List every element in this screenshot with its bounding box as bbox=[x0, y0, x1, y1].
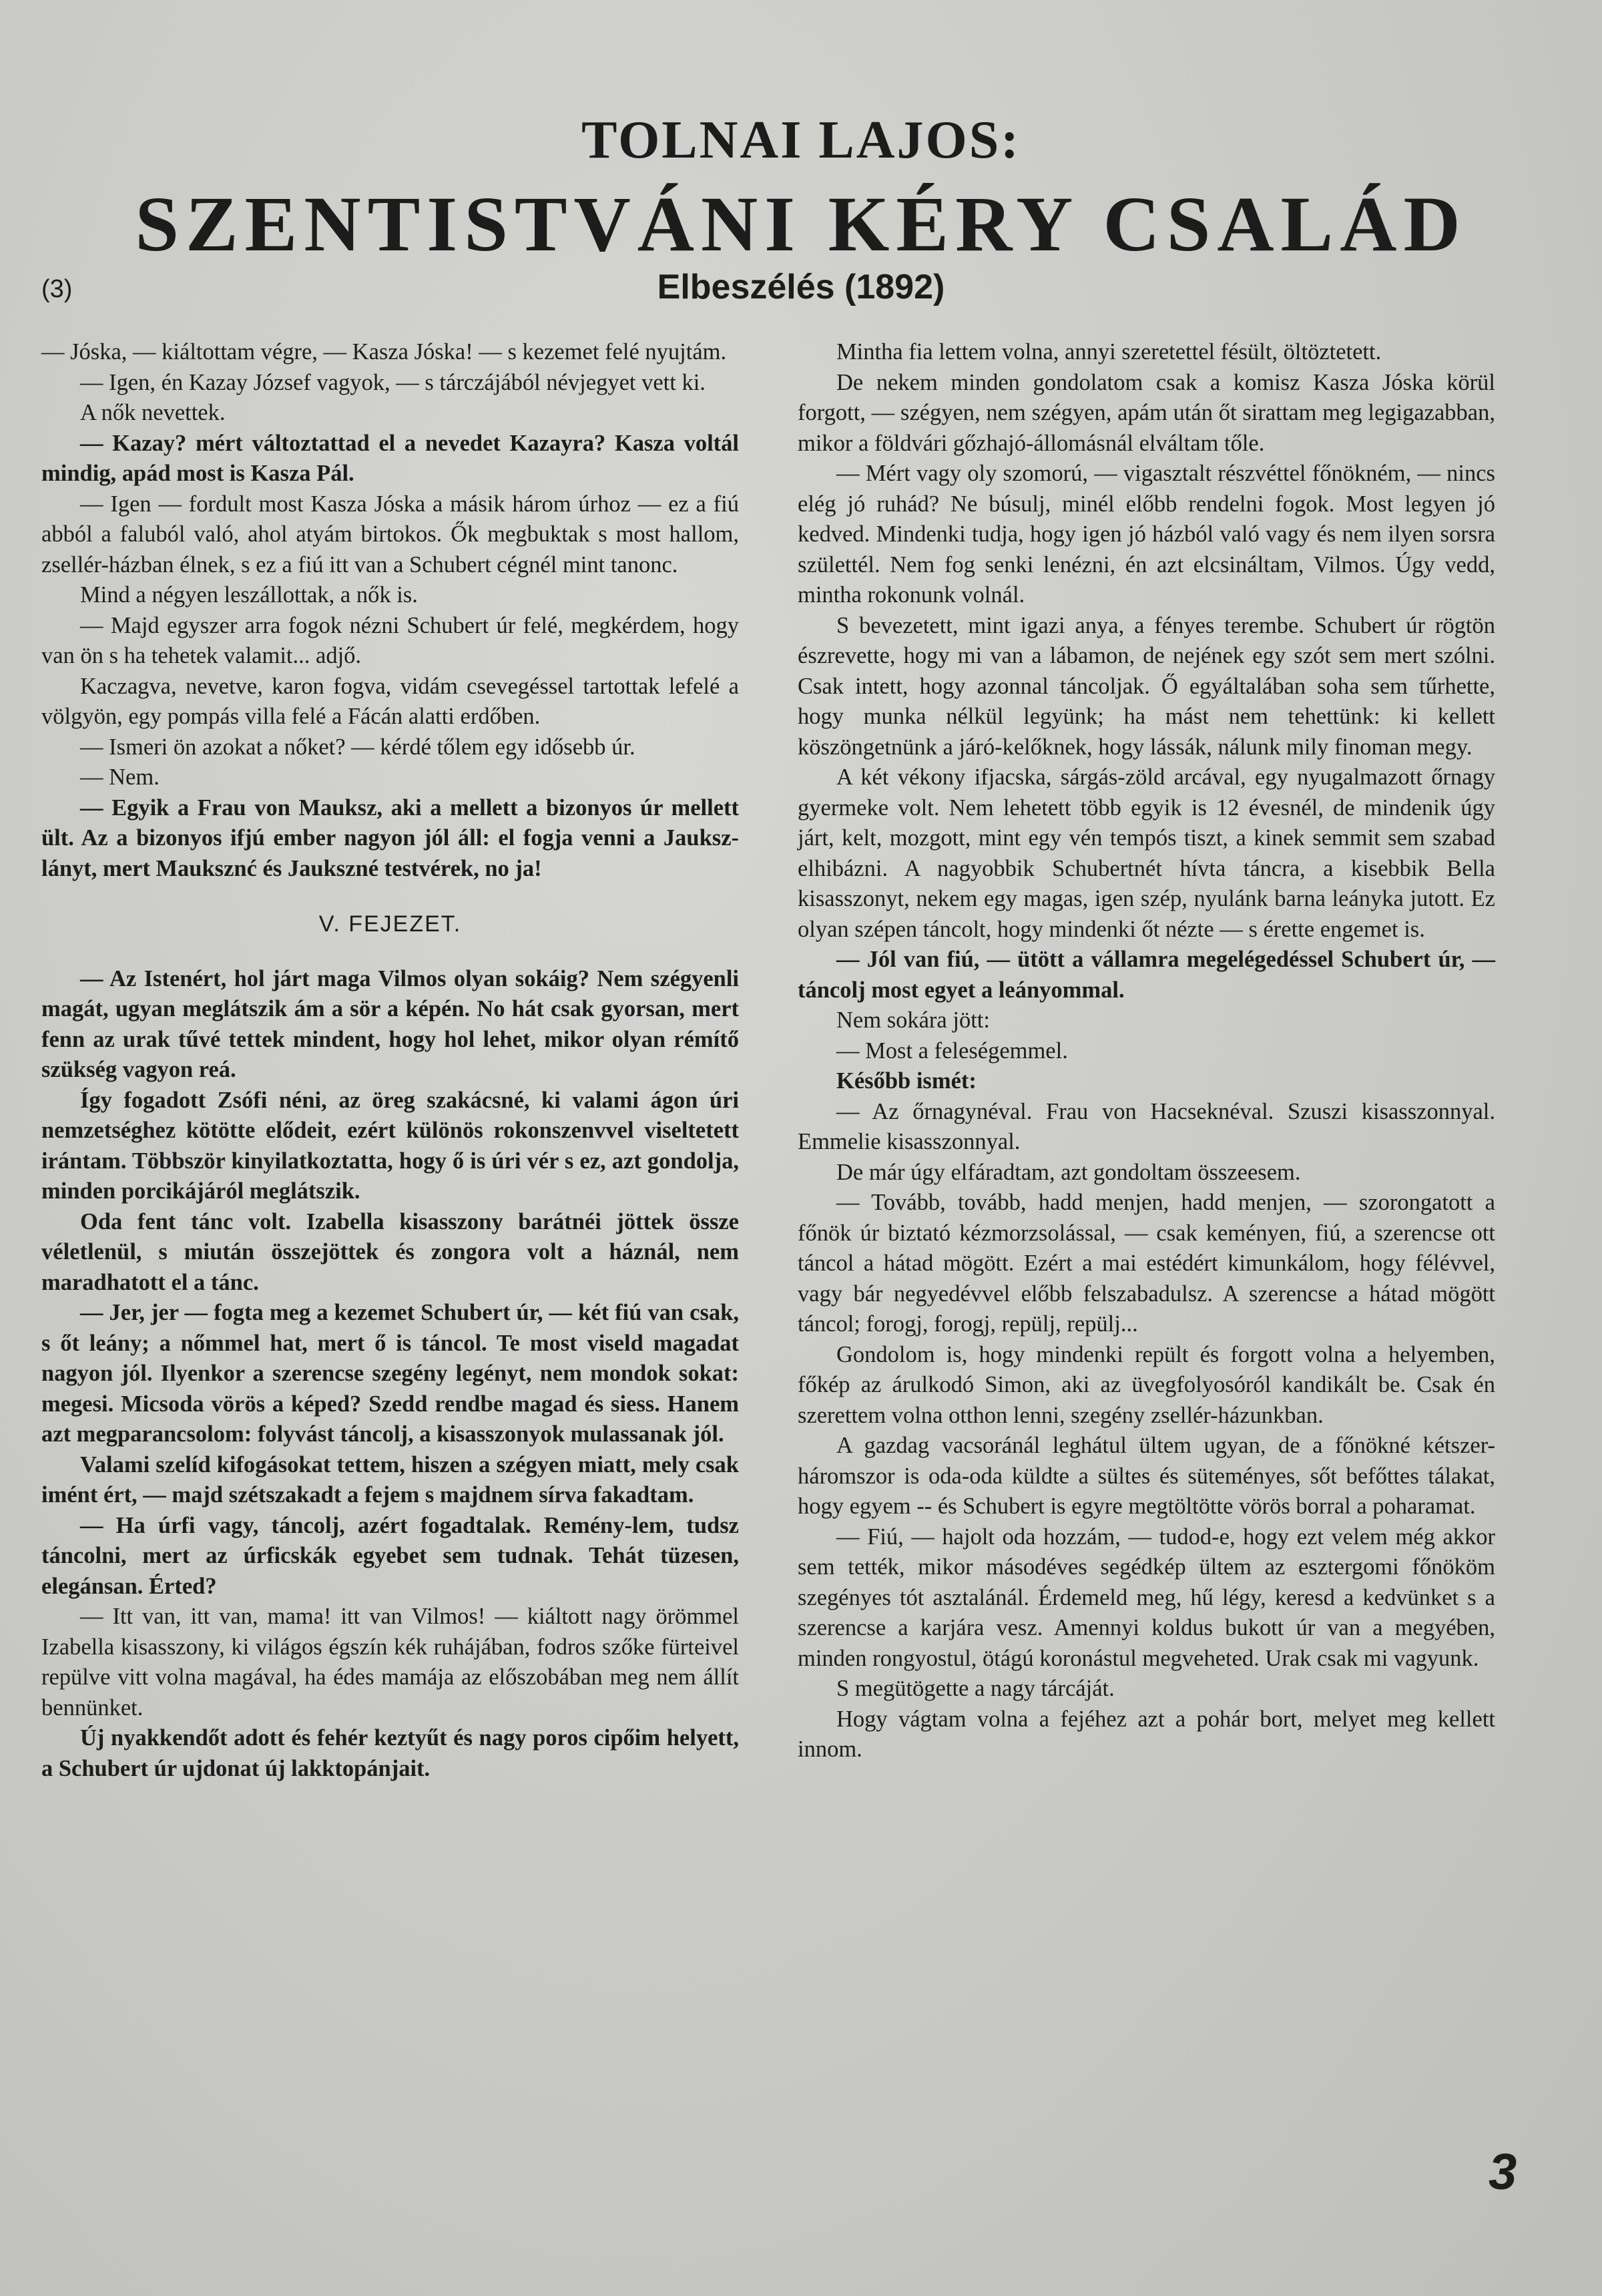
paragraph: — Az Istenért, hol járt maga Vilmos olyan sokáig? Nem szégyenli magát, ugyan meglátszik ám a sör a képén. No hát csak gyorsan, mert fenn az urak tűvé tettek mindent, hogy hol lehet, mikor olyan rémítő szükség vagyon reá. bbox=[41, 965, 739, 1082]
paragraph: Nem sokára jött: bbox=[836, 1007, 990, 1033]
paragraph: Mind a négyen leszállottak, a nők is. bbox=[80, 582, 418, 608]
paragraph: A gazdag vacsoránál leghátul ültem ugyan, de a főnökné kétszer-háromszor is oda-oda küldte a sültes és süteményes, sőt befőttes tálakat, hogy egyem -- és Schubert is egyre megtöltötte vörös borral a poharamat. bbox=[798, 1433, 1495, 1519]
paragraph: De már úgy elfáradtam, azt gondoltam összeesem. bbox=[836, 1159, 1301, 1185]
right-column bbox=[798, 337, 1495, 1765]
paragraph: — Majd egyszer arra fogok nézni Schubert úr felé, megkérdem, hogy van ön s ha tehetek valamit... adjő. bbox=[41, 612, 739, 668]
paragraph: — Tovább, tovább, hadd menjen, hadd menjen, — szorongatott a főnök úr biztató kézmorzsolással, — csak keményen, fiú, a szerencse ott táncol a hátad mögött. Ezért a mai estédért kimunkálom, hogy félévvel, vagy bár negyedévvel előbb felszabadulsz. A szerencse a hátad mögött táncol; forogj, forogj, repülj, repülj... bbox=[798, 1190, 1495, 1337]
paragraph: S megütögette a nagy tárcáját. bbox=[836, 1676, 1115, 1701]
paragraph: De nekem minden gondolatom csak a komisz Kasza Jóska körül forgott, — szégyen, nem szégyen, apám után őt sirattam meg legigazabban, mikor a földvári gőzhajó-állomásnál elváltam tőle. bbox=[798, 369, 1495, 456]
paragraph: A nők nevettek. bbox=[80, 400, 226, 425]
paragraph: Később ismét: bbox=[836, 1068, 977, 1094]
paragraph: — Kazay? mért változtattad el a nevedet Kazayra? Kasza voltál mindig, apád most is Kasza Pál. bbox=[41, 430, 739, 486]
author-heading: TOLNAI LAJOS: bbox=[581, 111, 1021, 170]
paragraph: — Egyik a Frau von Mauksz, aki a mellett a bizonyos úr mellett ült. Az a bizonyos ifjú ember nagyon jól áll: el fogja venni a Jauksz-lányt, mert Mauksznć és Jaukszné testvérek, no ja! bbox=[41, 794, 739, 881]
paragraph: — Fiú, — hajolt oda hozzám, — tudod-e, hogy ezt velem még akkor sem tették, mikor másodéves segédkép ültem az esztergomi főnököm szegényes tót asztalánál. Érdemeld meg, hű légy, keresd a kedvünket s a szerencse a karjára vesz. Amennyi koldus bukott úr van a megyében, minden rongyostul, ötágú koronástul megveheted. Urak csak mi vagyunk. bbox=[798, 1524, 1495, 1671]
story-title: SZENTISTVÁNI KÉRY CSALÁD bbox=[135, 180, 1467, 268]
paragraph: — Jóska, — kiáltottam végre, — Kasza Jóska! — s kezemet felé nyujtám. bbox=[41, 339, 727, 365]
paragraph: — Az őrnagynéval. Frau von Hacseknéval. Szuszi kisasszonnyal. Emmelie kisasszonnyal. bbox=[798, 1098, 1495, 1154]
paragraph: S bevezetett, mint igazi anya, a fényes terembe. Schubert úr rögtön észrevette, hogy mi van a lábamon, de nejének egy szót sem mert szólni. Csak intett, hogy azonnal táncoljak. Ő egyáltalában soha sem tűrhette, hogy munka nélkül legyünk; ha mást nem tehettünk: ki kellett köszöngetnünk a járó-kelőknek, hogy lássák, nálunk mily finoman megy. bbox=[798, 612, 1495, 760]
paragraph: A két vékony ifjacska, sárgás-zöld arcával, egy nyugalmazott őrnagy gyermeke volt. Nem lehetett több egyik is 12 évesnél, de mindenik úgy járt, kelt, mozgott, mint egy vén tempós tiszt, a kinek semmit sem szabad elhibázni. A nagyobbik Schubertnét hívta táncra, a kisebbik Bella kisasszonyt, nekem egy magas, igen szép, nyulánk barna leányka jutott. Ez olyan szépen táncolt, hogy mindenki őt nézte — s érette engemet is. bbox=[798, 764, 1495, 942]
paragraph: — Ismeri ön azokat a nőket? — kérdé tőlem egy idősebb úr. bbox=[80, 734, 635, 760]
paragraph: Mintha fia lettem volna, annyi szeretettel fésült, öltöztetett. bbox=[836, 339, 1382, 365]
paragraph: — Nem. bbox=[80, 764, 160, 790]
paragraph: Hogy vágtam volna a fejéhez azt a pohár bort, melyet meg kellett innom. bbox=[798, 1706, 1495, 1762]
paragraph: — Most a feleségemmel. bbox=[836, 1038, 1068, 1064]
chapter-heading: V. FEJEZET. bbox=[318, 911, 462, 937]
paragraph: — Igen — fordult most Kasza Jóska a másik három úrhoz — ez a fiú abból a faluból való, ahol atyám birtokos. Ők megbuktak s most hallom, zsellér-házban élnek, s ez a fiú itt van a Schubert cégnél mint tanonc. bbox=[41, 491, 739, 578]
story-subtitle: Elbeszélés (1892) bbox=[657, 268, 945, 306]
paragraph: — Jer, jer — fogta meg a kezemet Schubert úr, — két fiú van csak, s őt leány; a nőmmel hat, mert ő is táncol. Te most viseld magadat nagyon jól. Ilyenkor a szerencse szegény legényt, nem mondok sokat: megesi. Micsoda vörös a képed? Szedd rendbe magad és siess. Hanem azt megparancsolom: folyvást táncolj, a kisasszonyok mulassanak jól. bbox=[41, 1300, 739, 1447]
paragraph: Valami szelíd kifogásokat tettem, hiszen a szégyen miatt, mely csak imént ért, — majd szétszakadt a fejem s majdnem sírva fakadtam. bbox=[41, 1451, 739, 1508]
left-column bbox=[41, 337, 739, 1784]
paragraph: — Jól van fiú, — ütött a vállamra megelégedéssel Schubert úr, — táncolj most egyet a leányommal. bbox=[798, 947, 1495, 1003]
paragraph: Kaczagva, nevetve, karon fogva, vidám csevegéssel tartottak lefelé a völgyön, egy pompás villa felé a Fácán alatti erdőben. bbox=[41, 673, 739, 729]
paragraph: — Itt van, itt van, mama! itt van Vilmos! — kiáltott nagy örömmel Izabella kisasszony, ki világos égszín kék ruhájában, fodros szőke fürteivel repülve vitt volna magával, ha édes mamája az előszobában meg nem állít bennünket. bbox=[41, 1604, 739, 1720]
paragraph: Új nyakkendőt adott és fehér keztyűt és nagy poros cipőim helyett, a Schubert úr ujdonat új lakktopánjait. bbox=[41, 1725, 739, 1781]
paragraph: — Ha úrfi vagy, táncolj, azért fogadtalak. Remény-lem, tudsz táncolni, mert az úrficskák egyebet sem tudnak. Tehát tüzesen, elegánsan. Érted? bbox=[41, 1512, 739, 1599]
paragraph: — Mért vagy oly szomorú, — vigasztalt részvéttel főnökném, — nincs elég jó ruhád? Ne búsulj, minél előbb rendelni fogok. Most legyen jó kedved. Mindenki tudja, hogy igen jó házból való vagy és nem ilyen sorsra születtél. Nem fog senki lenézni, én azt elcsináltam, Vilmos. Úgy vedd, mintha rokonunk volnál. bbox=[798, 461, 1495, 608]
paragraph: Oda fent tánc volt. Izabella kisasszony barátnéi jöttek össze véletlenül, s miután összejöttek és zongora volt a háznál, nem maradhatott el a tánc. bbox=[41, 1208, 739, 1295]
paragraph: Gondolom is, hogy mindenki repült és forgott volna a helyemben, főkép az árulkodó Simon, aki az üvegfolyosóról kandikált be. Csak én szerettem volna otthon lenni, szegény zsellér-házunkban. bbox=[798, 1341, 1495, 1428]
paragraph: — Igen, én Kazay József vagyok, — s tárczájából névjegyet vett ki. bbox=[80, 369, 706, 395]
paragraph: Így fogadott Zsófi néni, az öreg szakácsné, ki valami ágon úri nemzetséghez kötötte elődeit, ezért különös rokonszenvvel viseltetett irántam. Többször kinyilatkoztatta, hogy ő is úri vér s ez, azt gondolja, minden porcikájáról meglátszik. bbox=[41, 1087, 739, 1204]
page-number: 3 bbox=[1489, 2144, 1517, 2201]
part-number: (3) bbox=[41, 275, 73, 303]
